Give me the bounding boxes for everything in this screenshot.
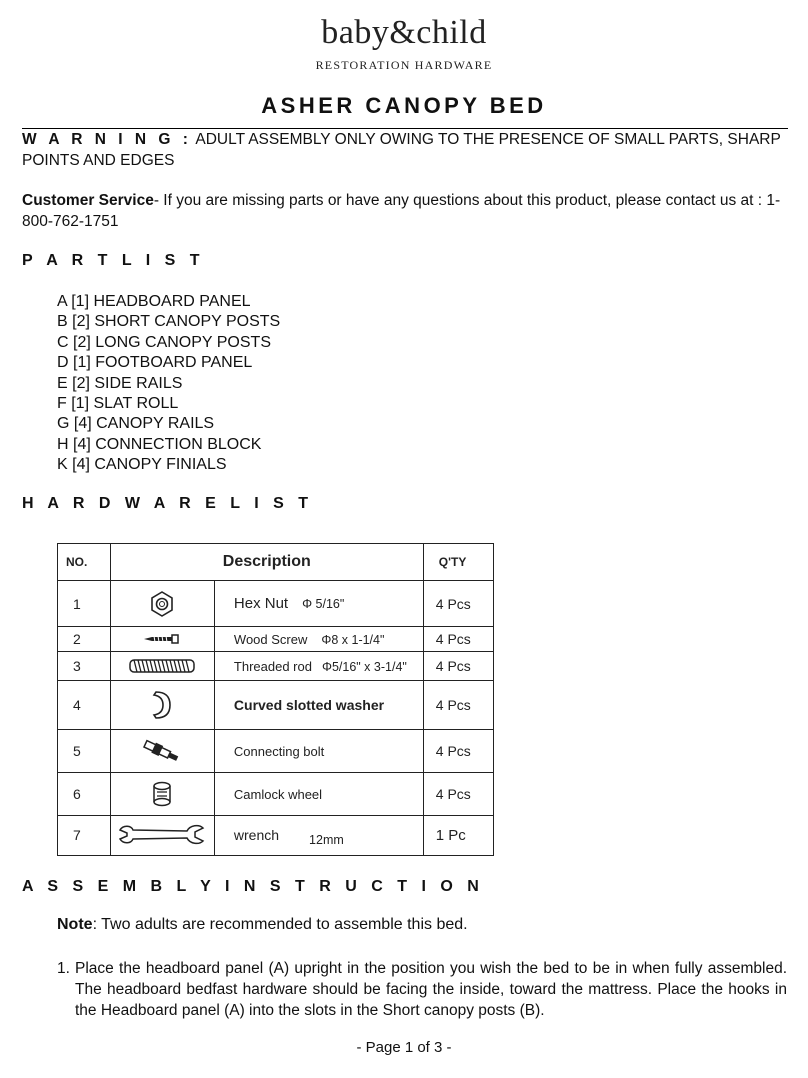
row-no: 4: [58, 680, 111, 729]
page-footer: - Page 1 of 3 -: [356, 1039, 452, 1056]
list-item: F [1] SLAT ROLL: [57, 395, 179, 413]
row-no: 6: [58, 772, 111, 815]
header-description: Description: [110, 544, 423, 581]
header-no: NO.: [58, 544, 111, 581]
warning-body: ADULT ASSEMBLY ONLY OWING TO THE PRESENCE OF SMALL PARTS, SHARP POINTS AND EDGES: [22, 131, 781, 169]
hex-nut-icon: [147, 589, 177, 619]
row-qty: 4 Pcs: [423, 652, 493, 680]
row-spec: Φ8 x 1-1/4": [321, 633, 385, 648]
row-spec: Φ 5/16": [302, 597, 345, 612]
threaded-rod-icon: [128, 657, 196, 675]
hardware-table: [57, 543, 494, 856]
table-header-row: [58, 544, 494, 581]
row-spec: 12mm: [309, 833, 344, 848]
wrench-icon: [117, 822, 207, 848]
list-item: K [4] CANOPY FINIALS: [57, 456, 227, 474]
row-no: 7: [58, 815, 111, 855]
note-text: : Two adults are recommended to assemble this bed.: [92, 916, 468, 933]
list-item: H [4] CONNECTION BLOCK: [57, 435, 262, 453]
row-description: Camlock wheel: [233, 786, 323, 802]
header-qty: Q'TY: [423, 544, 493, 581]
table-row: [58, 680, 494, 729]
assembly-note: [57, 916, 468, 934]
table-row: [58, 652, 494, 680]
list-item: A [1] HEADBOARD PANEL: [57, 293, 251, 310]
list-item: B [2] SHORT CANOPY POSTS: [57, 313, 281, 331]
page-title: ASHER CANOPY BED: [261, 93, 547, 118]
list-item: E [2] SIDE RAILS: [57, 374, 183, 392]
hardware-list-heading: H A R D W A R E L I S T: [22, 495, 313, 512]
row-no: 1: [58, 581, 111, 627]
row-qty: 1 Pc: [423, 815, 493, 855]
table-row: [58, 581, 494, 627]
curved-washer-icon: [150, 689, 174, 721]
table-row: [58, 627, 494, 652]
warning-label: W A R N I N G :: [22, 131, 192, 148]
row-qty: 4 Pcs: [423, 581, 493, 627]
part-list-heading: P A R T L I S T: [22, 252, 205, 269]
table-row: [58, 772, 494, 815]
customer-service-body: - If you are missing parts or have any questions about this product, please contact us at : 1-800-762-1751: [22, 192, 781, 230]
row-description: wrench: [233, 827, 280, 844]
brand-name: baby&child: [321, 14, 487, 51]
warning-text: [22, 129, 792, 171]
row-qty: 4 Pcs: [423, 729, 493, 772]
list-item: C [2] LONG CANOPY POSTS: [57, 333, 271, 351]
assembly-step: [57, 958, 787, 1021]
table-row: [58, 815, 494, 855]
row-qty: 4 Pcs: [423, 680, 493, 729]
wood-screw-icon: [142, 632, 182, 646]
row-no: 3: [58, 652, 111, 680]
row-no: 5: [58, 729, 111, 772]
step-text: Place the headboard panel (A) upright in the position you wish the bed to be in when fully assembled. The headboard bedfast hardware should be facing the inside, toward the mattress. Place the hooks in the Headboard panel (A) into the slots in the Short canopy posts (B).: [75, 960, 787, 1019]
row-description: Curved slotted washer: [233, 696, 385, 713]
camlock-wheel-icon: [151, 780, 173, 808]
row-description: Connecting bolt: [233, 743, 325, 759]
list-item: D [1] FOOTBOARD PANEL: [57, 354, 253, 372]
row-qty: 4 Pcs: [423, 772, 493, 815]
assembly-heading: A S S E M B L Y I N S T R U C T I O N: [22, 878, 484, 895]
row-description: Hex Nut: [233, 595, 289, 613]
note-label: Note: [57, 916, 93, 933]
customer-service: [22, 190, 792, 232]
connecting-bolt-icon: [141, 737, 183, 765]
row-description: Threaded rod: [233, 658, 312, 674]
row-description: Wood Screw: [233, 632, 308, 648]
row-spec: Φ5/16" x 3-1/4": [321, 659, 407, 674]
brand-subtitle: RESTORATION HARDWARE: [315, 58, 493, 72]
customer-service-label: Customer Service: [22, 192, 154, 209]
row-qty: 4 Pcs: [423, 627, 493, 652]
row-no: 2: [58, 627, 111, 652]
part-list: [57, 292, 280, 476]
list-item: G [4] CANOPY RAILS: [57, 415, 215, 433]
table-row: [58, 729, 494, 772]
step-number: 1.: [57, 960, 70, 977]
